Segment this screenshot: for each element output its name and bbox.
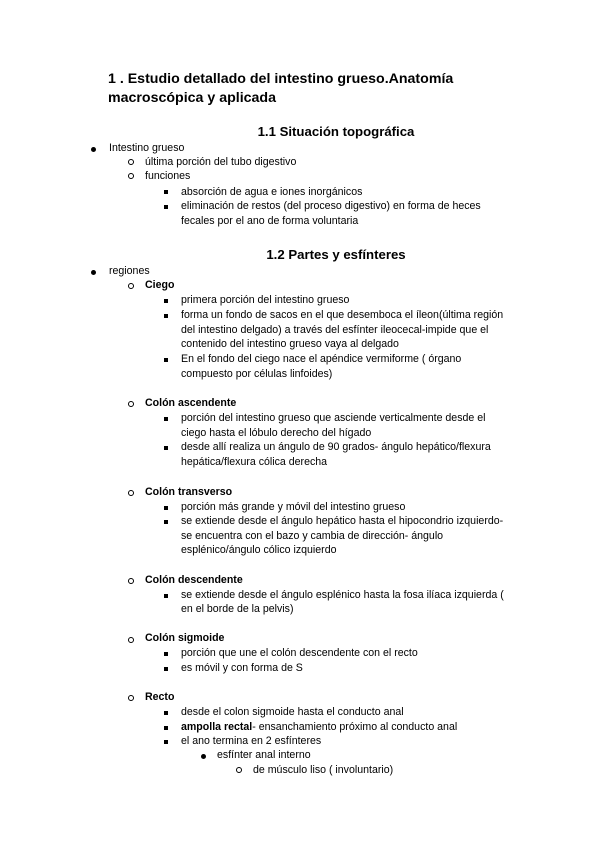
bullet-square	[164, 358, 168, 362]
list-item: desde allí realiza un ángulo de 90 grados- ángulo hepático/flexura	[181, 441, 491, 453]
term-ampolla-rectal: ampolla rectal	[181, 721, 253, 733]
list-item: Intestino grueso	[109, 142, 185, 154]
bullet-square	[164, 299, 168, 303]
bullet-square	[164, 520, 168, 524]
region-label-sigmoide: Colón sigmoide	[145, 632, 225, 644]
bullet-square	[164, 594, 168, 598]
bullet-square	[164, 190, 168, 194]
bullet-circle	[128, 283, 134, 289]
list-item: forma un fondo de sacos en el que desemboca el íleon(última región	[181, 309, 504, 321]
list-item: primera porción del intestino grueso	[181, 294, 350, 306]
list-item: En el fondo del ciego nace el apéndice vermiforme ( órgano	[181, 353, 462, 365]
bullet-square	[164, 726, 168, 730]
section-heading-partes: 1.2 Partes y esfínteres	[266, 247, 406, 262]
region-label-ciego: Ciego	[145, 279, 175, 291]
list-item	[181, 720, 457, 734]
bullet-disc	[91, 147, 96, 152]
bullet-square	[164, 667, 168, 671]
bullet-circle	[128, 578, 134, 584]
bullet-square	[164, 417, 168, 421]
bullet-square	[164, 711, 168, 715]
list-item: es móvil y con forma de S	[181, 662, 303, 674]
list-item: porción más grande y móvil del intestino grueso	[181, 501, 406, 513]
list-item: se extiende desde el ángulo esplénico hasta la fosa ilíaca izquierda (	[181, 589, 504, 601]
list-item-continuation: del intestino delgado) a través del esfínter ileocecal-impide que el	[181, 324, 489, 336]
bullet-disc	[91, 270, 96, 275]
bullet-square	[164, 652, 168, 656]
bullet-circle	[128, 695, 134, 701]
list-item: esfínter anal interno	[217, 749, 311, 761]
list-item-continuation: en el borde de la pelvis)	[181, 603, 294, 615]
list-item: porción del intestino grueso que asciende verticalmente desde el	[181, 412, 486, 424]
bullet-circle	[128, 173, 134, 179]
list-item: absorción de agua e iones inorgánicos	[181, 186, 363, 198]
bullet-square	[164, 314, 168, 318]
term-definition: - ensanchamiento próximo al conducto anal	[252, 721, 458, 733]
list-item: funciones	[145, 170, 191, 182]
bullet-square	[164, 506, 168, 510]
bullet-square	[164, 446, 168, 450]
list-item: eliminación de restos (del proceso digestivo) en forma de heces	[181, 200, 481, 212]
region-label-descendente: Colón descendente	[145, 574, 243, 586]
list-item: última porción del tubo digestivo	[145, 156, 297, 168]
list-item-continuation: ciego hasta el lóbulo derecho del hígado	[181, 427, 372, 439]
bullet-circle	[128, 637, 134, 643]
region-label-ascendente: Colón ascendente	[145, 397, 237, 409]
list-item: desde el colon sigmoide hasta el conducto anal	[181, 706, 404, 718]
list-item: el ano termina en 2 esfínteres	[181, 735, 322, 747]
bullet-square	[164, 205, 168, 209]
document-title: 1 . Estudio detallado del intestino grueso.Anatomía macroscópica y aplicada	[108, 71, 454, 106]
list-item-continuation: fecales por el ano de forma voluntaria	[181, 215, 359, 227]
list-item-continuation: se encuentra con el bazo y cambia de dirección- ángulo	[181, 530, 444, 542]
list-item: se extiende desde el ángulo hepático hasta el hipocondrio izquierdo-	[181, 515, 504, 527]
list-item: porción que une el colón descendente con el recto	[181, 647, 418, 659]
region-label-recto: Recto	[145, 691, 175, 703]
list-item: regiones	[109, 265, 150, 277]
list-item-continuation: esplénico/ángulo cólico izquierdo	[181, 544, 337, 556]
region-label-transverso: Colón transverso	[145, 486, 233, 498]
list-item-continuation: compuesto por células linfoides)	[181, 368, 333, 380]
list-item-continuation: hepática/flexura cólica derecha	[181, 456, 328, 468]
bullet-disc	[201, 754, 206, 759]
section-heading-situacion: 1.1 Situación topográfica	[257, 124, 415, 139]
list-item: de músculo liso ( involuntario)	[253, 764, 394, 776]
bullet-circle	[128, 490, 134, 496]
list-item-continuation: contenido del intestino grueso vaya al delgado	[181, 338, 399, 350]
bullet-square	[164, 740, 168, 744]
bullet-circle	[236, 767, 242, 773]
bullet-circle	[128, 159, 134, 165]
bullet-circle	[128, 401, 134, 407]
